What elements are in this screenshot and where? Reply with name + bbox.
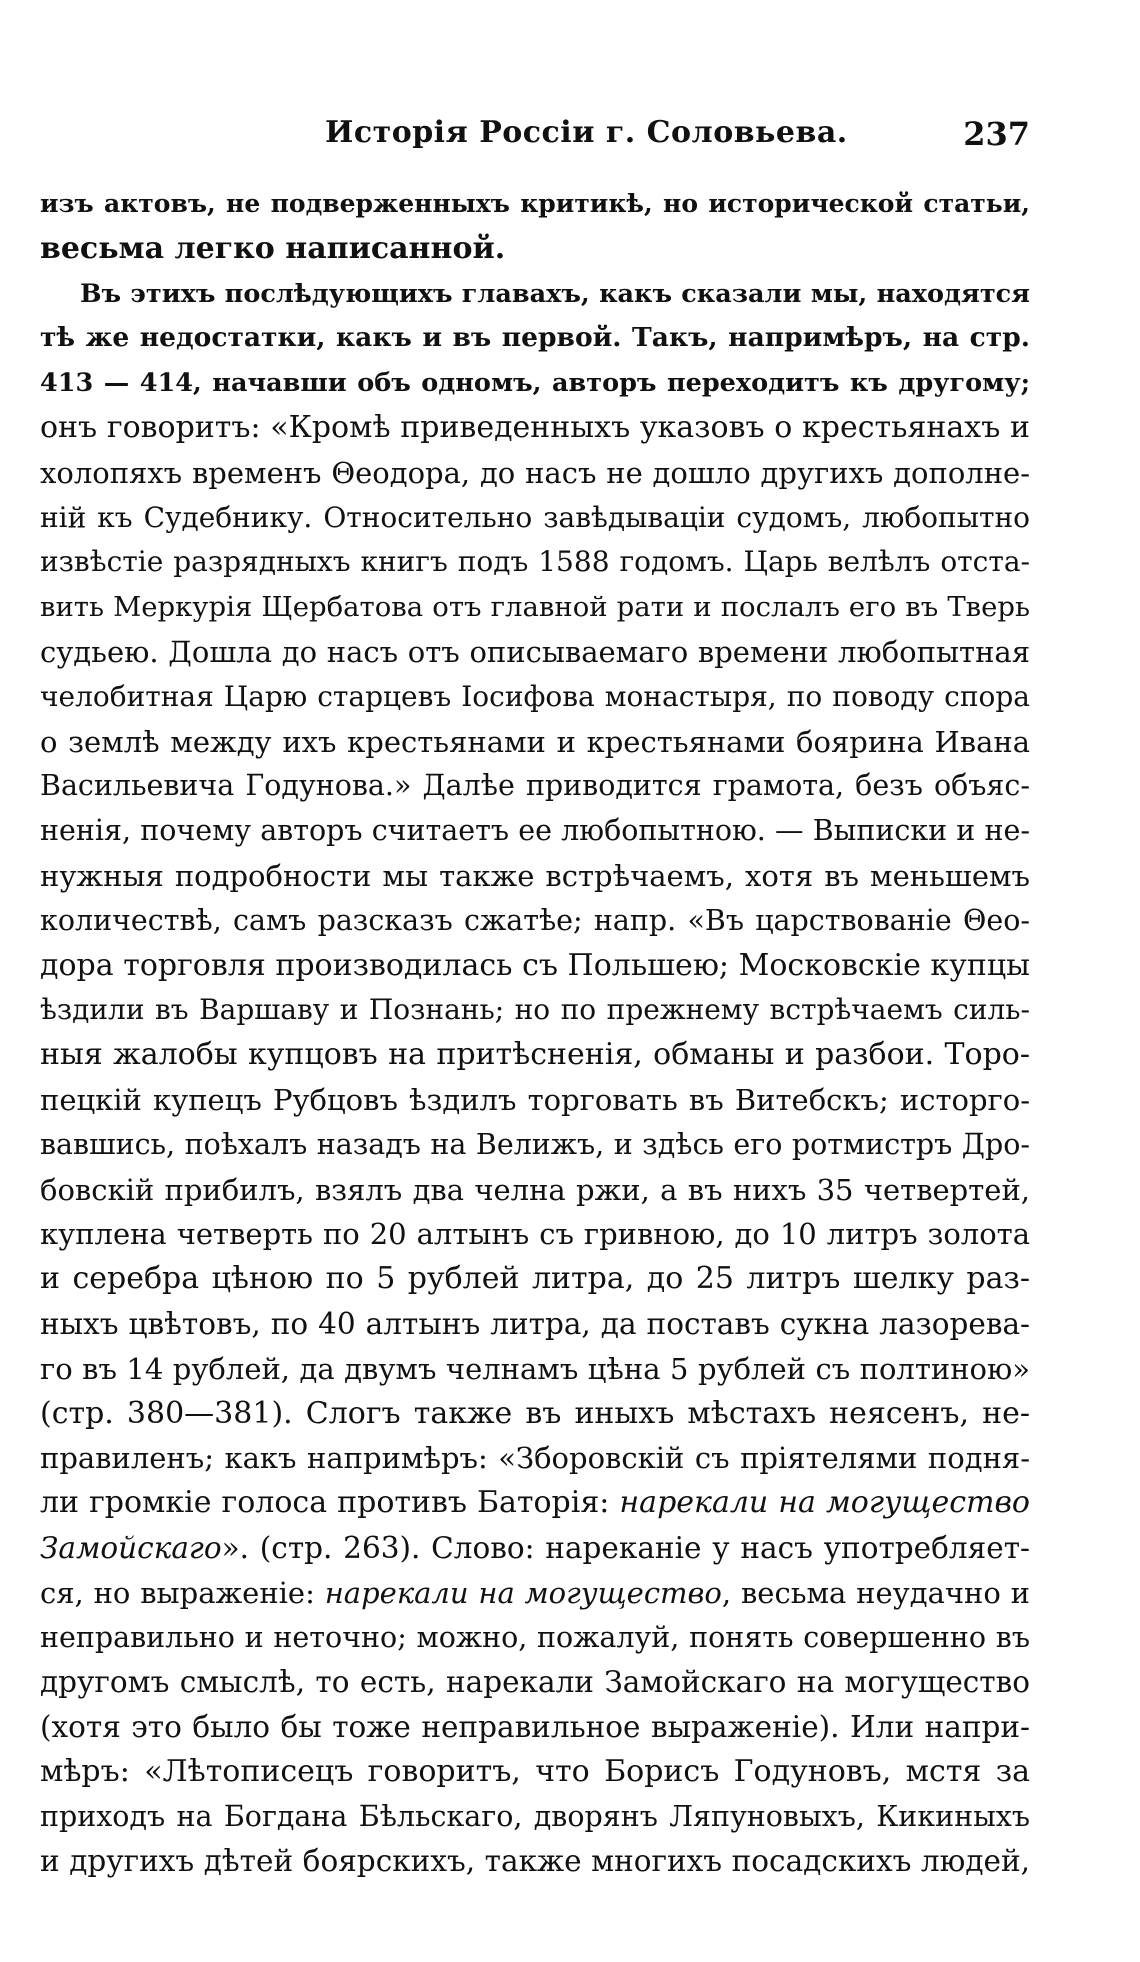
text-line: ненія, почему авторъ считаетъ ее любопытною. — Выписки и не- — [40, 814, 1030, 848]
text-line-mixed — [40, 1481, 1030, 1526]
text-line: приходъ на Богдана Бѣльскаго, дворянъ Ляпуновыхъ, Кикиныхъ — [40, 1799, 1030, 1833]
text-line: го въ 14 рублей, да двумъ челнамъ цѣна 5 рублей съ полтиною» — [40, 1351, 1030, 1386]
text-line-mixed — [40, 1571, 1030, 1616]
text-line: онъ говоритъ: «Кромѣ приведенныхъ указовъ о крестьянахъ и — [40, 409, 1030, 445]
text-line: бовскій прибилъ, взялъ два челна ржи, а въ нихъ 35 четвертей, — [40, 1172, 1030, 1207]
text-segment: ся, но выраженіе: — [40, 1575, 325, 1610]
text-line: вить Меркурія Щербатова отъ главной рати и послалъ его въ Тверь — [40, 591, 1030, 624]
text-line: Въ этихъ послѣдующихъ главахъ, какъ сказали мы, находятся — [80, 278, 1030, 309]
text-line: и другихъ дѣтей боярскихъ, также многихъ посадскихъ людей, — [40, 1844, 1030, 1879]
italic-segment: нарекали на могущество — [619, 1485, 1030, 1521]
text-line: (хотя это было бы тоже неправильное выраженіе). Или напри- — [40, 1710, 1030, 1745]
text-line: тѣ же недостатки, какъ и въ первой. Такъ, напримѣръ, на стр. — [40, 322, 1030, 354]
text-line: весьма легко написанной. — [40, 230, 506, 266]
text-line: изъ актовъ, не подверженныхъ критикѣ, но исторической статьи, — [40, 189, 1030, 218]
text-line: пецкій купецъ Рубцовъ ѣздилъ торговать въ Витебскъ; исторго- — [40, 1082, 1030, 1117]
text-line: дора торговля производилась съ Польшею; Московскіе купцы — [40, 947, 1030, 983]
text-line: нужныя подробности мы также встрѣчаемъ, хотя въ меньшемъ — [40, 858, 1030, 893]
text-line: извѣстіе разрядныхъ книгъ подъ 1588 годомъ. Царь велѣлъ отста- — [40, 545, 1030, 579]
italic-segment: нарекали на могущество — [324, 1575, 722, 1610]
text-line-mixed — [40, 1526, 1030, 1571]
text-line: 413 — 414, начавши объ одномъ, авторъ переходитъ къ другому; — [40, 368, 1030, 399]
text-line: холопяхъ временъ Θеодора, до насъ не дошло другихъ дополне- — [40, 455, 1030, 490]
text-line: неправильно и неточно; можно, пожалуй, понять совершенно въ — [40, 1620, 1030, 1654]
text-segment: , весьма неудачно и — [721, 1575, 1030, 1610]
page-number: 237 — [963, 115, 1030, 153]
text-line: о землѣ между ихъ крестьянами и крестьянами боярина Ивана — [40, 724, 1030, 759]
text-line: судьею. Дошла до насъ отъ описываемаго времени любопытная — [40, 634, 1030, 669]
text-line: Васильевича Годунова.» Далѣе приводится грамота, безъ объяс- — [40, 769, 1030, 803]
text-line: (стр. 380—381). Слогъ также въ иныхъ мѣстахъ неясенъ, не- — [40, 1395, 1030, 1431]
text-line: куплена четверть по 20 алтынъ съ гривною, до 10 литръ золота — [40, 1217, 1030, 1252]
page-header — [40, 115, 1030, 165]
body-text — [40, 182, 1030, 1884]
text-segment: ». (стр. 263). Слово: нареканіе у насъ употребляет- — [221, 1530, 1030, 1565]
text-line: мѣръ: «Лѣтописецъ говоритъ, что Борисъ Годуновъ, мстя за — [40, 1753, 1030, 1789]
text-line: ѣздили въ Варшаву и Познань; но по прежнему встрѣчаемъ силь- — [40, 993, 1030, 1027]
text-line: ній къ Судебнику. Относительно завѣдываціи судомъ, любопытно — [40, 500, 1030, 534]
text-line: количествѣ, самъ разсказъ сжатѣе; напр. «Въ царствованіе Θео- — [40, 903, 1030, 937]
text-line: правиленъ; какъ напримѣръ: «Зборовскій съ пріятелями подня- — [40, 1441, 1030, 1476]
text-segment: ли громкіе голоса противъ Баторія: — [40, 1485, 620, 1521]
text-line: ныхъ цвѣтовъ, по 40 алтынъ литра, да поставъ сукна лазорева- — [40, 1306, 1030, 1341]
text-line: челобитная Царю старцевъ Іосифова монастыря, по поводу спора — [40, 679, 1030, 713]
text-line: вавшись, поѣхалъ назадъ на Велижъ, и здѣсь его ротмистръ Дро- — [40, 1127, 1030, 1161]
running-title: Исторія Россіи г. Соловьева. — [325, 115, 848, 150]
text-line: и серебра цѣною по 5 рублей литра, до 25 литръ шелку раз- — [40, 1261, 1030, 1297]
text-line: другомъ смыслѣ, то есть, нарекали Замойскаго на могущество — [40, 1665, 1030, 1700]
italic-segment: Замойскаго — [40, 1530, 222, 1565]
text-line: ныя жалобы купцовъ на притѣсненія, обманы и разбои. Торо- — [40, 1037, 1030, 1073]
